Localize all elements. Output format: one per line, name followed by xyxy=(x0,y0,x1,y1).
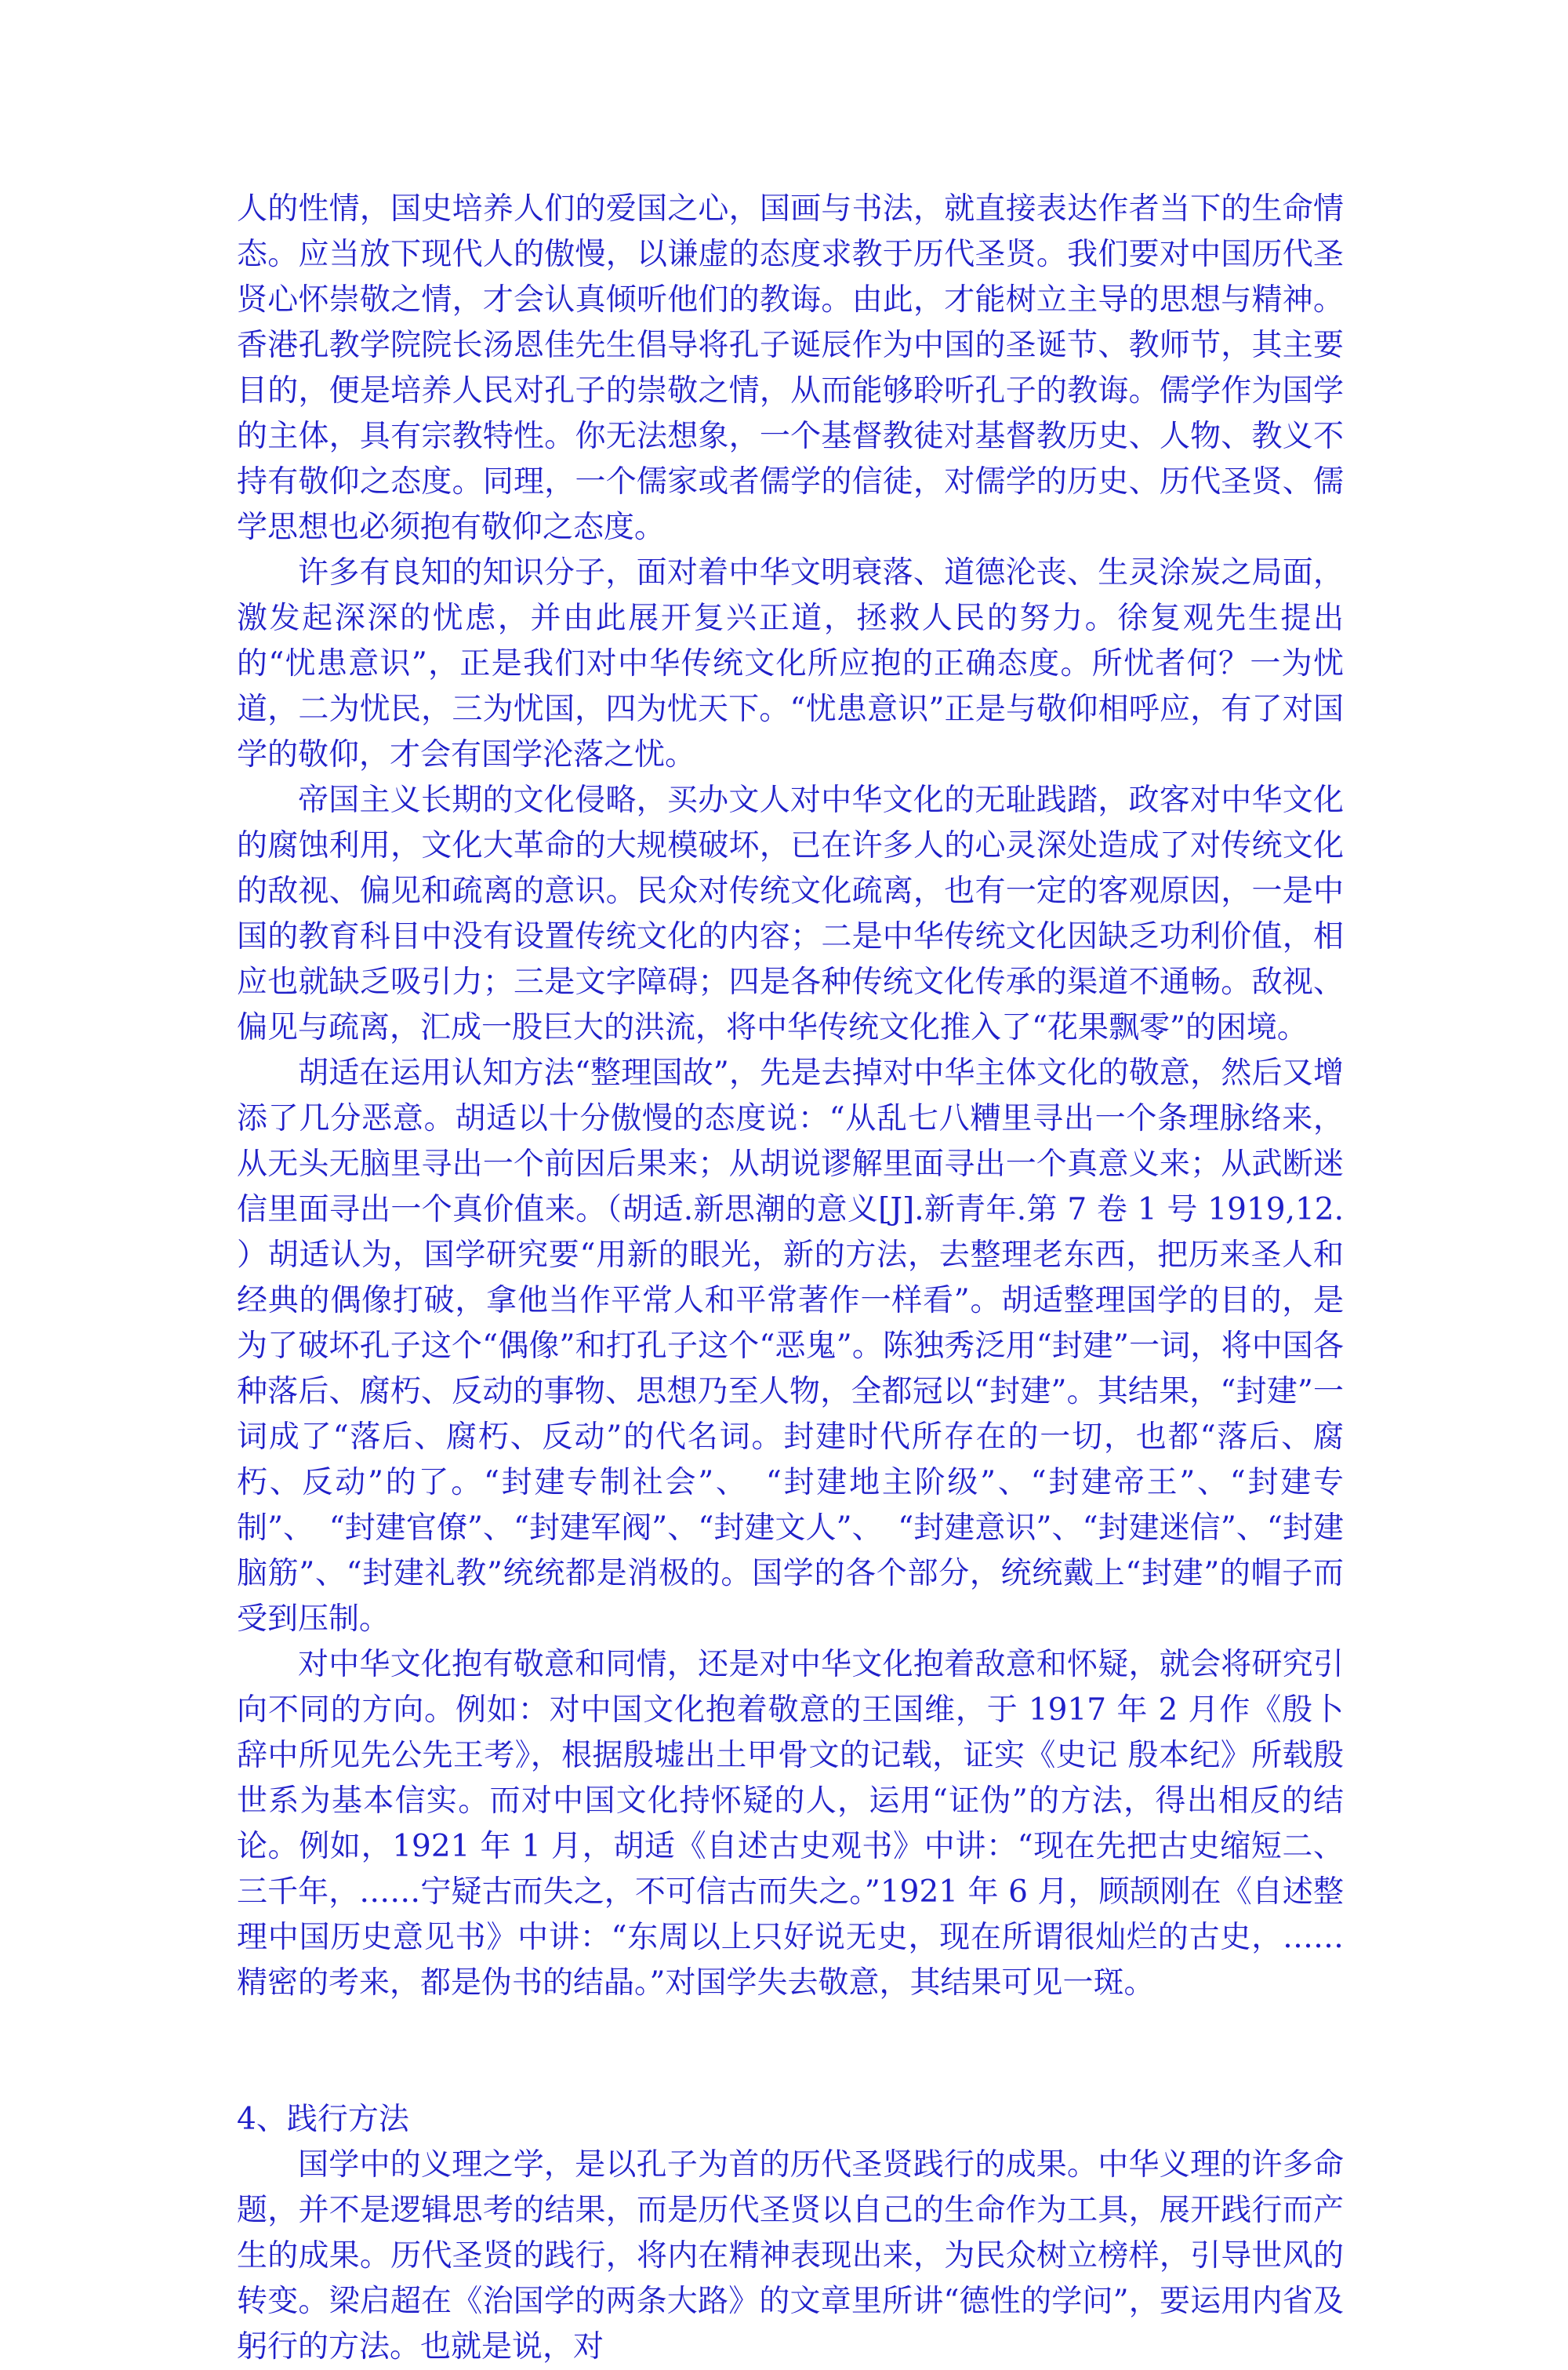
document-body xyxy=(237,187,1344,2370)
paragraph-worry-consciousness: 许多有良知的知识分子，面对着中华文明衰落、道德沦丧、生灵涂炭之局面，激发起深深的忧虑，并由此展开复兴正道，拯救人民的努力。徐复观先生提出的“忧患意识”，正是我们对中华传统文化所应抱的正确态度。所忧者何？一为忧道，二为忧民，三为忧国，四为忧天下。“忧患意识”正是与敬仰相呼应，有了对国学的敬仰，才会有国学沦落之忧。 xyxy=(237,555,1344,772)
section-heading: 4、践行方法 xyxy=(237,2102,409,2137)
paragraph-cultural-alienation: 帝国主义长期的文化侵略，买办文人对中华文化的无耻践踏，政客对中华文化的腐蚀利用，文化大革命的大规模破坏，已在许多人的心灵深处造成了对传统文化的敌视、偏见和疏离的意识。民众对传统文化疏离，也有一定的客观原因，一是中国的教育科目中没有设置传统文化的内容；二是中华传统文化因缺乏功利价值，相应也就缺乏吸引力；三是文字障碍；四是各种传统文化传承的渠道不通畅。敌视、偏见与疏离，汇成一股巨大的洪流，将中华传统文化推入了“花果飘零”的困境。 xyxy=(237,783,1344,1045)
paragraph-respect-vs-doubt: 对中华文化抱有敬意和同情，还是对中华文化抱着敌意和怀疑，就会将研究引向不同的方向。例如：对中国文化抱着敬意的王国维，于 1917 年 2 月作《殷卜辞中所见先公先王考》，根据殷墟出土甲骨文的记载，证实《史记 殷本纪》所载殷世系为基本信实。而对中国文化持怀疑的人，运用“证伪”的方法，得出相反的结论。例如，1921 年 1 月，胡适《自述古史观书》中讲：“现在先把古史缩短二、三千年，……宁疑古而失之，不可信古而失之。”1921 年 6 月，顾颉刚在《自述整理中国历史意见书》中讲：“东周以上只好说无史，现在所谓很灿烂的古史，……精密的考来，都是伪书的结晶。”对国学失去敬意，其结果可见一斑。 xyxy=(237,1647,1344,2001)
paragraph-continued: 人的性情，国史培养人们的爱国之心，国画与书法，就直接表达作者当下的生命情态。应当放下现代人的傲慢，以谦虚的态度求教于历代圣贤。我们要对中国历代圣贤心怀崇敬之情，才会认真倾听他们的教诲。由此，才能树立主导的思想与精神。香港孔教学院院长汤恩佳先生倡导将孔子诞辰作为中国的圣诞节、教师节，其主要目的，便是培养人民对孔子的崇敬之情，从而能够聆听孔子的教诲。儒学作为国学的主体，具有宗教特性。你无法想象，一个基督教徒对基督教历史、人物、教义不持有敬仰之态度。同理，一个儒家或者儒学的信徒，对儒学的历史、历代圣贤、儒学思想也必须抱有敬仰之态度。 xyxy=(237,191,1344,545)
paragraph-practice-method: 国学中的义理之学，是以孔子为首的历代圣贤践行的成果。中华义理的许多命题，并不是逻辑思考的结果，而是历代圣贤以自己的生命作为工具，展开践行而产生的成果。历代圣贤的践行，将内在精神表现出来，为民众树立榜样，引导世风的转变。梁启超在《治国学的两条大路》的文章里所讲“德性的学问”，要运用内省及躬行的方法。也就是说，对 xyxy=(237,2147,1344,2365)
section-spacer xyxy=(237,2006,1344,2097)
paragraph-hu-shi-feudal: 胡适在运用认知方法“整理国故”，先是去掉对中华主体文化的敬意，然后又增添了几分恶意。胡适以十分傲慢的态度说：“从乱七八糟里寻出一个条理脉络来，从无头无脑里寻出一个前因后果来；从胡说谬解里面寻出一个真意义来；从武断迷信里面寻出一个真价值来。（胡适.新思潮的意义[J].新青年.第 7 卷 1 号 1919,12. ）胡适认为，国学研究要“用新的眼光，新的方法，去整理老东西，把历来圣人和经典的偶像打破，拿他当作平常人和平常著作一样看”。胡适整理国学的目的，是为了破坏孔子这个“偶像”和打孔子这个“恶鬼”。陈独秀泛用“封建”一词，将中国各种落后、腐朽、反动的事物、思想乃至人物，全都冠以“封建”。其结果，“封建”一词成了“落后、腐朽、反动”的代名词。封建时代所存在的一切，也都“落后、腐朽、反动”的了。“封建专制社会”、 “封建地主阶级”、“封建帝王”、“封建专制”、 “封建官僚”、“封建军阀”、“封建文人”、 “封建意识”、“封建迷信”、“封建脑筋”、“封建礼教”统统都是消极的。国学的各个部分，统统戴上“封建”的帽子而受到压制。 xyxy=(237,1056,1344,1637)
